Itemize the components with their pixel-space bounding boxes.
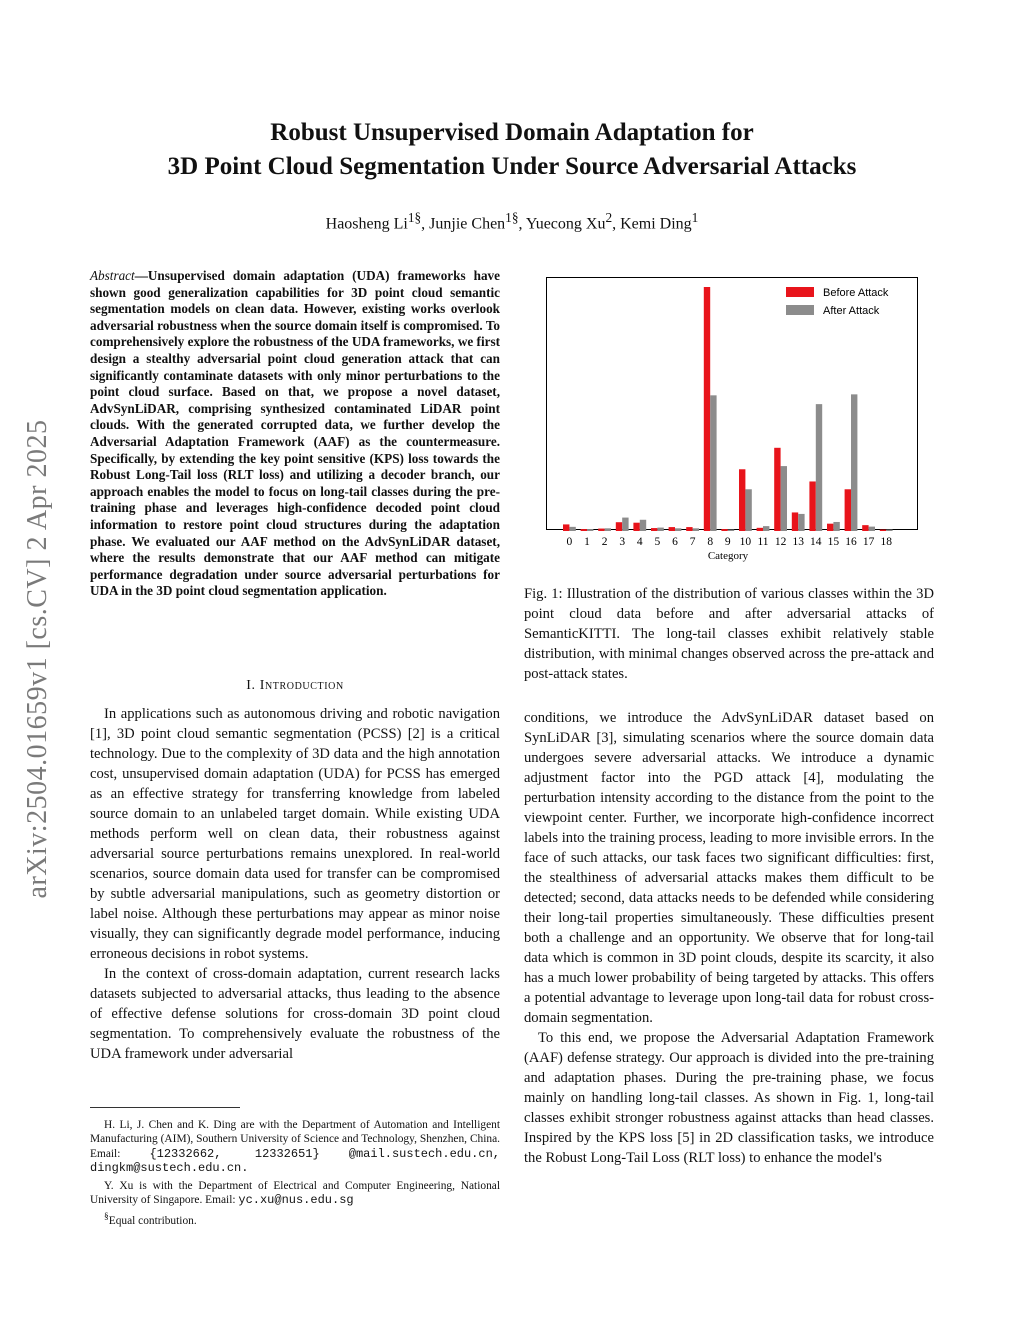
x-tick-label-13: 13 [792, 536, 804, 548]
bar-after-attack-9 [728, 530, 734, 531]
legend-swatch-after-attack [786, 305, 814, 315]
x-tick-label-11: 11 [757, 536, 769, 548]
footnote-email: @mail.sustech.edu.cn, dingkm@sustech.edu.cn. [90, 1146, 500, 1176]
bar-after-attack-5 [657, 528, 663, 531]
bar-after-attack-10 [745, 489, 751, 531]
bar-before-attack-1 [581, 529, 587, 531]
bar-before-attack-17 [862, 525, 868, 531]
x-tick-label-3: 3 [619, 536, 626, 548]
intro-left-column [90, 704, 500, 1064]
title-line-1: Robust Unsupervised Domain Adaptation for [270, 119, 754, 146]
bar-after-attack-4 [640, 520, 646, 531]
section-title: Introduction [259, 678, 344, 693]
paragraph: In the context of cross-domain adaptation, current research lacks datasets subjected to adversarial attacks, thus leading to the absence of effective defense solutions for cross-domain 3D point cloud segmentation. To comprehensively evaluate the robustness of the UDA framework under adversarial [90, 966, 500, 1062]
bar-after-attack-3 [622, 518, 628, 531]
x-tick-label-8: 8 [707, 536, 714, 548]
x-tick-label-18: 18 [880, 536, 892, 548]
bar-before-attack-3 [616, 522, 622, 531]
abstract-label: Abstract [90, 268, 135, 283]
bar-before-attack-8 [704, 287, 710, 531]
intro-right-column [524, 708, 934, 1168]
bar-after-attack-16 [851, 394, 857, 531]
x-tick-label-4: 4 [636, 536, 643, 548]
bar-after-attack-2 [605, 528, 611, 531]
bar-before-attack-18 [880, 530, 886, 531]
author-affiliation: 1 [691, 210, 699, 225]
bar-before-attack-14 [809, 481, 815, 531]
footnote-rule [90, 1107, 240, 1108]
x-tick-label-5: 5 [654, 536, 661, 548]
legend-swatch-before-attack [786, 287, 814, 297]
x-tick-label-15: 15 [827, 536, 840, 548]
abstract-text: Unsupervised domain adaptation (UDA) frameworks have shown good generalization capabilities for 3D point cloud semantic segmentation models on clean data. However, existing works overlook adversarial robustness when the source domain itself is compromised. To comprehensively explore the robustness of the UDA frameworks, we first design a stealthy adversarial point cloud generation attack that can significantly contaminate datasets with only minor perturbations to the point cloud surface. Based on that, we propose a novel dataset, AdvSynLiDAR, comprising synthesized contaminated LiDAR point clouds. With the generated corrupted data, we further develop the Adversarial Adaptation Framework (AAF) as the countermeasure. Specifically, by extending the key point sensitive (KPS) loss towards the Robust Long-Tail loss (RLT loss) and utilizing a decoder branch, our approach enables the model to focus on long-tail classes during the pre-training phase and leverages high-confidence decoded point cloud information to restore point cloud structures during the adaptation phase. We evaluated our AAF method on the AdvSynLiDAR dataset, where the results demonstrate that our AAF method can mitigate performance degradation under source adversarial perturbations for UDA in the 3D point cloud segmentation application. [90, 268, 500, 599]
bar-before-attack-4 [633, 523, 639, 531]
bar-before-attack-5 [651, 528, 657, 531]
author-affiliation: 2 [605, 210, 613, 225]
section-number: I. [246, 678, 256, 693]
footnote-text: Y. Xu is with the Department of Electrical and Computer Engineering, National University of Singapore. Email: [90, 1179, 500, 1207]
bar-before-attack-13 [792, 512, 798, 531]
x-tick-label-1: 1 [584, 536, 590, 548]
footnote-text: Equal contribution. [108, 1215, 197, 1228]
author-name: Junjie Chen [429, 215, 506, 233]
paragraph: In applications such as autonomous driving and robotic navigation [1], 3D point cloud semantic segmentation (PCSS) [2] is a critical technology. Due to the complexity of 3D data and the high annotation cost, unsupervised domain adaptation (UDA) for PCSS has emerged as an effective strategy for transferring knowledge from labeled source domain to an unlabeled target domain. While existing UDA methods perform well on clean data, their robustness against adversarial source perturbations remains unexplored. In real-world scenarios, source domain data used for transfer can be compromised by subtle adversarial manipulations, such as geometry distortion or label noise. Although these perturbations may appear as minor noise visually, they can significantly degrade model performance, inducing erroneous decisions in robot systems. [90, 706, 500, 962]
footnote-affiliation-2 [90, 1179, 500, 1208]
bar-after-attack-15 [833, 522, 839, 531]
bar-after-attack-0 [569, 527, 575, 531]
footnotes [90, 1118, 500, 1232]
bar-before-attack-2 [598, 529, 604, 531]
bar-before-attack-6 [669, 527, 675, 531]
bar-after-attack-18 [886, 530, 892, 531]
arxiv-stamp-text: arXiv:2504.01659v1 [cs.CV] 2 Apr 2025 [22, 419, 53, 899]
author-affiliation: 1§ [407, 210, 422, 225]
legend-label-after-attack: After Attack [823, 305, 880, 317]
author-name: Yuecong Xu [525, 215, 606, 233]
footnote-equal-contribution [90, 1210, 500, 1228]
x-tick-label-12: 12 [774, 536, 787, 548]
bar-before-attack-0 [563, 524, 569, 531]
author-list: Haosheng $Li^{1\S}$, Junjie Chen$^{1\S}$, Yuecong Xu$^2$, Kemi Ding$^1$ [325, 210, 699, 233]
bar-after-attack-12 [781, 466, 787, 531]
title-line-2: 3D Point Cloud Segmentation Under Source Adversarial Attacks [167, 153, 857, 180]
chart-x-axis-label: Category [707, 550, 749, 562]
bar-after-attack-11 [763, 526, 769, 531]
x-tick-label-14: 14 [810, 536, 822, 548]
author-name: Haosheng Li [325, 215, 408, 233]
bar-after-attack-14 [816, 404, 822, 531]
footnote-affiliation-1 [90, 1118, 500, 1176]
bar-after-attack-6 [675, 528, 681, 531]
figure-1-caption: Fig. 1: Illustration of the distribution of various classes within the 3D point cloud data before and after adversarial attacks of SemanticKITTI. The long-tail classes exhibit relatively stable distribution, with minimal changes observed across the pre-attack and post-attack states. [524, 586, 934, 682]
bar-before-attack-11 [757, 528, 763, 531]
x-tick-label-7: 7 [689, 536, 696, 548]
bar-after-attack-1 [587, 529, 593, 531]
bar-after-attack-17 [869, 527, 875, 531]
bar-after-attack-7 [693, 528, 699, 531]
author-name: Kemi Ding [620, 215, 692, 233]
section-heading-introduction [90, 676, 500, 696]
x-tick-label-6: 6 [672, 536, 678, 548]
x-tick-label-2: 2 [601, 536, 608, 548]
paragraph: conditions, we introduce the AdvSynLiDAR dataset based on SynLiDAR [3], simulating scenarios where the source domain data undergoes severe adversarial attacks. We introduce a dynamic adjustment factor into the PGD attack [4], modulating the perturbation intensity according to the distance from the point to the viewpoint center. Further, we incorporate high-confidence incorrect labels into the training process, leading to more invisible errors. In the face of such attacks, our task faces two significant difficulties: first, the stealthiness of adversarial attacks makes them difficult to be detected; second, data attacks needs to be defended while considering their long-tail properties simultaneously. These difficulties present both a challenge and an opportunity. We observe that for long-tail data which is common in 3D point clouds, despite its scarcity, it also has a much lower probability of being targeted by attacks. This offers a potential advantage to leverage upon long-tail data for robust cross-domain segmentation. [524, 710, 934, 1026]
footnote-mark: § [104, 1212, 109, 1223]
footnote-text: H. Li, J. Chen and K. Ding are with the Department of Automation and Intelligent Manufacturing (AIM), Southern University of Science and Technology, Shenzhen, China. Email: [90, 1119, 500, 1160]
footnote-email: yc.xu@nus.edu.sg [238, 1193, 354, 1208]
bar-before-attack-10 [739, 469, 745, 531]
x-tick-label-9: 9 [724, 536, 731, 548]
bar-after-attack-13 [798, 514, 804, 531]
x-tick-label-16: 16 [845, 536, 857, 548]
bar-before-attack-16 [845, 489, 851, 531]
legend-label-before-attack: Before Attack [823, 287, 889, 299]
paragraph: To this end, we propose the Adversarial Adaptation Framework (AAF) defense strategy. Our approach is divided into the pre-training and adaptation phases. During the pre-training phase, we focus mainly on handling long-tail classes. As shown in Fig. 1, long-tail classes exhibit stronger robustness against attacks than head classes. Inspired by the KPS loss [5] in 2D classification tasks, we introduce the Robust Long-Tail Loss (RLT loss) to enhance the model's [524, 1030, 934, 1166]
bar-before-attack-9 [721, 529, 727, 531]
x-tick-label-17: 17 [862, 536, 875, 548]
x-tick-label-0: 0 [566, 536, 573, 548]
paper-title [60, 116, 964, 184]
abstract: Abstract—Unsupervised domain adaptation (UDA) frameworks have shown good generalization capabilities for 3D point cloud semantic segmentation models on clean data. However, existing works overlook adversarial robustness when the source domain itself is compromised. To comprehensively explore the robustness of the UDA frameworks, we first design a stealthy adversarial point cloud generation attack that can significantly contaminate datasets with only minor perturbations to the point cloud surface. Based on that, we propose a novel dataset, AdvSynLiDAR, comprising synthesized contaminated LiDAR point clouds. With the generated corrupted data, we further develop the Adversarial Adaptation Framework (AAF) as the countermeasure. Specifically, by extending the key point sensitive (KPS) loss towards the Robust Long-Tail loss (RLT loss) and utilizing a decoder branch, our approach enables the model to focus on long-tail classes during the pre-training phase and leverages high-confidence decoded point cloud information to restore point cloud structures during the adaptation phase. We evaluated our AAF method on the AdvSynLiDAR dataset, where the results demonstrate that our AAF method can mitigate performance degradation under source adversarial perturbations for UDA in the 3D point cloud segmentation application. [90, 268, 500, 599]
bar-before-attack-15 [827, 524, 833, 531]
footnote-email: {12332662, 12332651} [149, 1146, 320, 1161]
x-tick-label-10: 10 [739, 536, 752, 548]
bar-before-attack-12 [774, 448, 780, 531]
bar-before-attack-7 [686, 527, 692, 531]
bar-after-attack-8 [710, 395, 716, 531]
author-affiliation: 1§ [505, 210, 519, 225]
arxiv-stamp [20, 364, 56, 954]
figure-1-bar-chart [546, 277, 918, 565]
